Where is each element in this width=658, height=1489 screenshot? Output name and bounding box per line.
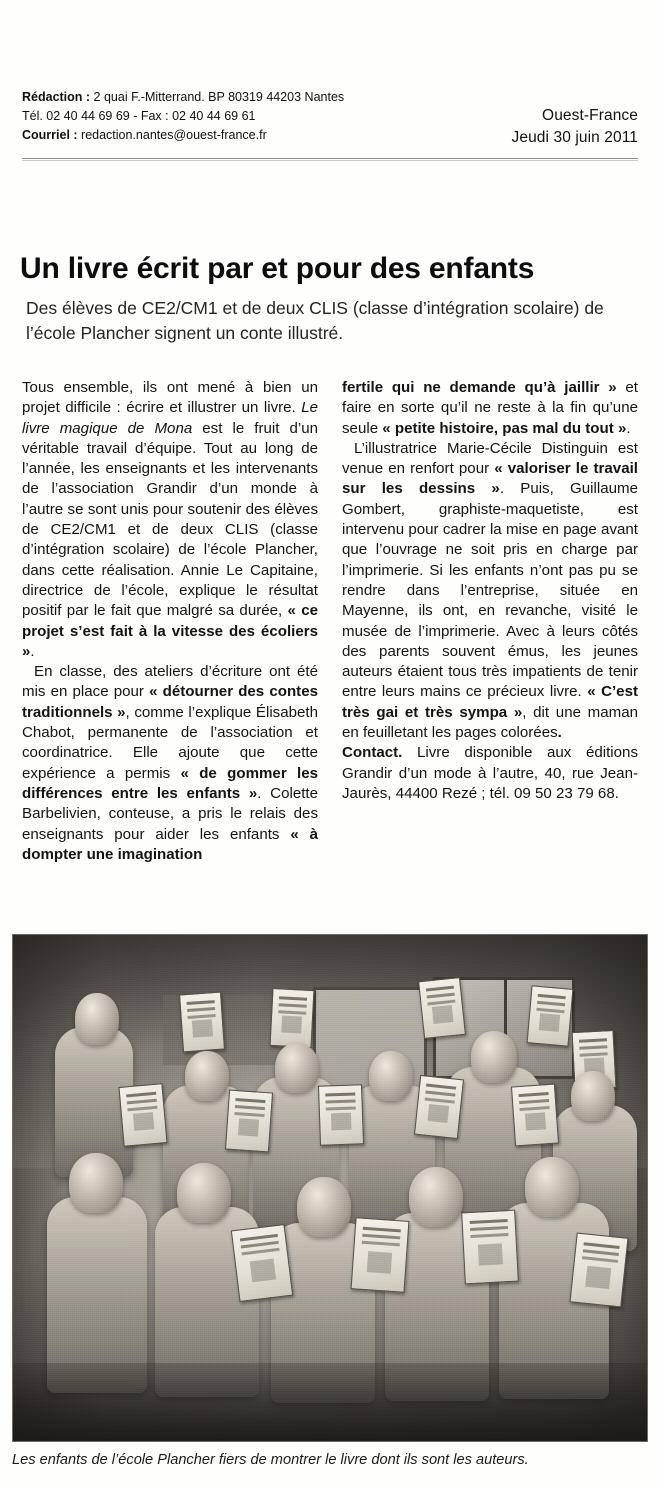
article-body [22,378,638,865]
text-run: En classe, des ateliers d’écriture ont été mis en place pour [22,663,318,701]
text-run: et faire en sorte qu’il ne reste à la fin qu’une seule [342,379,638,437]
courriel-line [22,126,344,145]
photo-caption: Les enfants de l’école Plancher fiers de montrer le livre dont ils sont les auteurs. [12,1452,529,1468]
quote-run: « de gommer les différences entre les enfants » [22,764,319,802]
contact-details: Livre disponible aux éditions Grandir d’un mode à l’autre, 40, rue Jean-Jaurès, 44400 Rezé ; tél. 09 50 23 79 68. [342,744,638,802]
telephone-line: Tél. 02 40 44 69 69 - Fax : 02 40 44 69 61 [22,109,256,123]
redaction-value: 2 quai F.-Mitterrand. BP 80319 44203 Nantes [90,90,345,104]
quote-run: « petite histoire, pas mal du tout » [382,419,627,437]
article-column-2 [342,378,638,865]
quote-run: « C’est très gai et très sympa » [342,683,638,721]
quote-run: fertile qui ne demande qu’à jaillir » [342,379,617,396]
book-title: Le livre magique de Mona [22,399,318,437]
quote-run: « valoriser le travail sur les dessins » [342,460,638,498]
text-run: L’illustratrice Marie-Cécile Distinguin est venue en renfort pour [342,439,638,478]
masthead-divider-secondary [22,160,638,161]
quote-run: « détourner des contes traditionnels » [22,683,318,721]
text-run: . Puis, Guillaume Gombert, graphiste-maquetiste, est intervenu pour cadrer la mise en page avant que l’ouvrage ne soit pris en charge par l’imprimerie. Si les enfants n’ont pas pu se rendre dans l’entreprise, située en Mayenne, ils ont, en revanche, visité le musée de l’imprimerie. Avec à leurs côtés des parents souvent émus, les jeunes auteurs étaient tous très impatients de tenir entre leurs mains ce précieux livre. [342,480,638,701]
text-run: . [626,419,631,437]
masthead [22,88,638,150]
paragraph [22,662,318,865]
masthead-title-block [512,88,638,150]
photo-grain [13,935,647,1441]
paper-name: Ouest-France [542,107,638,124]
quote-run: « ce projet s’est fait à la vitesse des écoliers » [22,602,318,660]
redaction-label: Rédaction : [22,90,91,104]
publication-date: Jeudi 30 juin 2011 [511,129,638,147]
text-run: Tous ensemble, ils ont mené à bien un projet difficile : écrire et illustrer un livre. [22,379,318,417]
page-title: Un livre écrit par et pour des enfants [20,252,535,285]
paragraph [342,439,638,743]
courriel-value: redaction.nantes@ouest-france.fr [77,128,267,142]
courriel-label: Courriel : [22,128,78,142]
text-run: , comme l’explique Élisabeth Chabot, permanente de l’association et coordinatrice. Elle ajoute que cette expérience a permis [22,703,318,782]
quote-run: « à dompter une imagination [22,825,319,863]
text-run: . [557,724,562,742]
paragraph [342,378,638,439]
masthead-divider [22,158,638,159]
text-run: . Colette Barbelivien, conteuse, a pris le relais des enseignants pour aider les enfants [22,784,318,843]
masthead-contact-block [22,88,344,145]
text-run: est le fruit d’un véritable travail d’équipe. Tout au long de l’année, les enseignants et les intervenants de l’association Grandir d’un monde à l’autre se sont unis pour soutenir des élèves de CE2/CM1 et de deux CLIS (classe d’intégration scolaire) de l’école Plancher, dans cette réalisation. Annie Le Capitaine, directrice de l’école, explique le résultat positif par le fait que malgré sa durée, [22,419,318,620]
article-standfirst: Des élèves de CE2/CM1 et de deux CLIS (classe d’intégration scolaire) de l’école Plancher signent un conte illustré. [26,298,604,343]
text-run: . [30,642,35,660]
article-column-1 [22,378,318,865]
contact-paragraph [342,743,638,804]
paragraph [22,378,318,662]
redaction-line [22,88,344,107]
article-photo [12,934,648,1442]
contact-label: Contact. [342,744,403,762]
text-run: , dit une maman en feuilletant les pages colorées [342,703,638,742]
